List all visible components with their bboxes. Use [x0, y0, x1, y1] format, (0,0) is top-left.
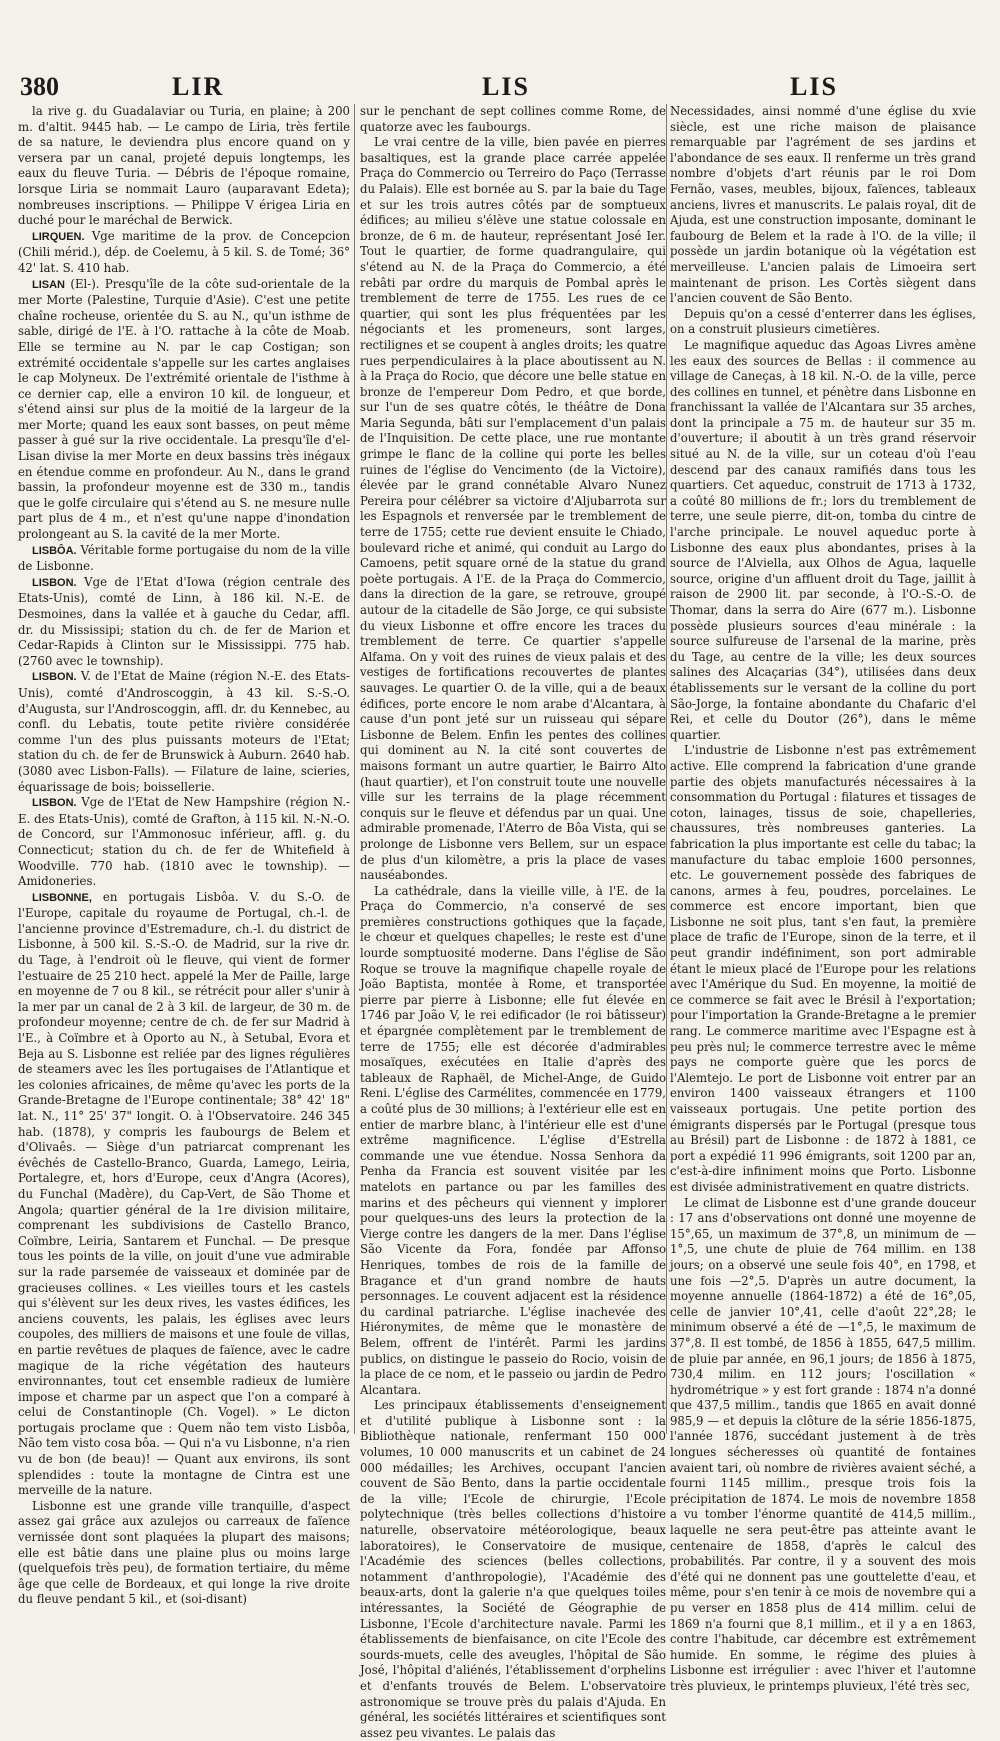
entry-text: Vge maritime de la prov. de Concepcion (Chili mérid.), dép. de Coelemu, à 5 kil. S. de Tomé; 36° 42' lat. S. 410 hab. — [18, 228, 350, 275]
paragraph — [670, 1196, 976, 1695]
entry-text: La cathédrale, dans la vieille ville, à l'E. de la Praça do Commercio, n'a conservé de ses premières constructions gothiques que la façade, le chœur et quelques chapelles; le reste est d'une lourde somptuosité moderne. Dans l'église de São Roque se trouve la magnifique chapelle royale de João Baptista, montée à Rome, et transportée pierre par pierre à Lisbonne; elle fut élevée en 1746 par João V, le rei edificador (le roi bâtisseur) et épargnée complètement par le tremblement de terre de 1755; elle est décorée d'admirables mosaïques, exécutées en Italie d'après des tableaux de Raphaël, de Michel-Ange, de Guido Reni. L'église des Carmélites, commencée en 1779, a coûté plus de 30 millions; à l'extérieur elle est en entier de marbre blanc, à l'intérieur elle est d'une extrême magnificence. L'église d'Estrella commande une vue étendue. Nossa Senhora da Penha da Francia est souvent visitée par les matelots en partance ou par les familles des marins et des pêcheurs qui viennent y implorer pour quelques-uns des leurs la protection de la Vierge contre les dangers de la mer. Dans l'église São Vicente da Fora, fondée par Affonso Henriques, tombes de rois de la famille de Bragance et d'un grand nombre de hauts personnages. Le couvent adjacent est la résidence du cardinal patriarche. L'église inachevée des Hiéronymites, de même que le monastère de Belem, offrent de l'intérêt. Parmi les jardins publics, on distingue le passeio do Rocio, voisin de la place de ce nom, et le passeio ou jardin de Pedro Alcantara. — [360, 883, 666, 1397]
paragraph — [360, 104, 666, 135]
entry-text: Le magnifique aqueduc das Agoas Livres amène les eaux des sources de Bellas : il commence au village de Caneças, à 18 kil. N.-O. de la ville, perce des collines en tunnel, et pénètre dans Lisbonne en franchissant la vallée de l'Alcantara sur 35 arches, dont la principale a 75 m. de hauteur sur 35 m. d'ouverture; il aboutit à un très grand réservoir situé au N. de la ville, sur un coteau d'où l'eau descend par des canaux ramifiés dans tous les quartiers. Cet aqueduc, construit de 1713 à 1732, a coûté 80 millions de fr.; lors du tremblement de terre, une seule pierre, dit-on, tomba du cintre de l'arche principale. Le nouvel aqueduc porte à Lisbonne des eaux plus abondantes, prises à la source de l'Alviella, aux Olhos de Agua, laquelle source, origine d'un affluent droit du Tage, jaillit à raison de 2900 lit. par seconde, à l'O.-S.-O. de Thomar, dans la serra do Aire (677 m.). Lisbonne possède plusieurs sources d'eau minérale : la source sulfureuse de l'arsenal de la marine, près du Tage, au centre de la ville; les deux sources salines des Alcaçarias (34°), utilisées dans deux établissements sur le versant de la colline du port São-Jorge, la fontaine abondante du Chafaric d'el Rei, et celle du Doutor (26°), dans le même quartier. — [670, 337, 976, 742]
running-headword-left: LIR — [172, 72, 225, 101]
entry-text: Les principaux établissements d'enseignement et d'utilité publique à Lisbonne sont : la Bibliothèque nationale, renfermant 150 000 volumes, 10 000 manuscrits et un cabinet de 24 000 médailles; les Archives, occupant l'ancien couvent de São Bento, dans la partie occidentale de la ville; l'Ecole de chirurgie, l'Ecole polytechnique (très belles collections d'histoire naturelle, observatoire météorologique, beaux laboratoires), le Conservatoire de musique, l'Académie des sciences (belles collections, notamment d'anthropologie), l'Académie des beaux-arts, dont la galerie n'a que quelques toiles intéressantes, la Société de Géographie de Lisbonne, l'Ecole d'architecture navale. Parmi les établissements de bienfaisance, on cite l'Ecole des sourds-muets, celle des aveugles, l'hôpital de São José, l'hôpital d'aliénés, l'établissement d'orphelins et d'enfants trouvés de Belem. L'observatoire astronomique se trouve près du palais d'Ajuda. En général, les sociétés littéraires et scientifiques sont assez peu vivantes. Le palais das — [360, 1398, 666, 1740]
paragraph — [360, 1398, 666, 1741]
entry-text: (El-). Presqu'île de la côte sud-orientale de la mer Morte (Palestine, Turquie d'Asie). C'est une petite chaîne rocheuse, orientée du S. au N., qu'un isthme de sable, dirigé de l'E. à l'O. rattache à la côte de Moab. Elle se termine au N. par le cap Costigan; son extrémité occidentale s'appelle sur les cartes anglaises le cap Molyneux. De l'extrémité orientale de l'isthme à ce dernier cap, elle a environ 10 kil. de longueur, et s'étend ainsi sur plus de la moitié de la largeur de la mer Morte; quand les eaux sont basses, on peut même passer à gué sur la rive occidentale. La presqu'île d'el-Lisan divise la mer Morte en deux bassins très inégaux en étendue comme en profondeur. Au N., dans le grand bassin, la profondeur moyenne est de 330 m., tandis que le golfe circulaire qui s'étend au S. ne mesure nulle part plus de 4 m., et n'est qu'une nappe d'inondation prolongeant au S. la cavité de la mer Morte. — [18, 276, 350, 542]
paragraph — [670, 307, 976, 338]
entry-text: Lisbonne est une grande ville tranquille, d'aspect assez gai grâce aux azulejos ou carreaux de faïence vernissée dont sont plaquées la plupart des maisons; elle est bâtie dans une plaine plus ou moins large (quelquefois très peu), de formation tertiaire, du même âge que celle de Bordeaux, et qui longe la rive droite du fleuve pendant 5 kil., et (soi-disant) — [18, 1498, 350, 1607]
text-column-1 — [18, 104, 350, 1607]
entry-text: Le climat de Lisbonne est d'une grande douceur : 17 ans d'observations ont donné une moyenne de 15°,65, un maximum de 37°,8, un minimum de —1°,5, une chute de pluie de 764 millim. en 138 jours; on a observé une seule fois 40°, en 1798, et une fois —2°,5. D'après un autre document, la moyenne annuelle (1864-1872) a été de 16°,05, celle de janvier 10°,41, celle d'août 22°,28; le minimum observé a été de —1°,5, le maximum de 37°,8. Il est tombé, de 1856 à 1855, 647,5 millim. de pluie par année, en 96,1 jours; de 1856 à 1875, 730,4 milim. en 112 jours; l'oscillation « hydrométrique » y est fort grande : 1874 n'a donné que 437,5 millim., tandis que 1865 en avait donné 985,9 — et depuis la clôture de la série 1856-1875, l'année 1876, succédant justement à de très longues sécheresses où quantité de fontaines avaient tari, où nombre de rivières avaient séché, a fourni 1145 millim., presque trois fois la précipitation de 1874. Le mois de novembre 1858 a vu tomber l'énorme quantité de 414,5 millim., laquelle ne sera peut-être pas atteinte avant le centenaire de 1858, d'après le calcul des probabilités. Par contre, il y a souvent des mois d'été qui ne donnent pas une gouttelette d'eau, et même, pour s'en tenir à ce mois de novembre qui a pu verser en 1858 plus de 414 millim. celui de 1869 n'a fourni que 8,1 millim., et il y a en 1863, contre l'habitude, car décembre est extrêmement humide. En somme, le régime des pluies à Lisbonne est irrégulier : avec l'hiver et l'automne très pluvieux, le printemps pluvieux, l'été très sec, — [670, 1195, 976, 1693]
text-column-3 — [670, 104, 976, 1693]
page-header — [0, 72, 1000, 108]
running-headword-right: LIS — [790, 72, 838, 101]
entry-headword: LISBÔA. — [32, 544, 77, 557]
dictionary-entry — [18, 575, 350, 670]
entry-text: Le vrai centre de la ville, bien pavée en pierres basaltiques, est la grande place carrée appelée Praça do Commercio ou Terreiro do Paço (Terrasse du Palais). Elle est bornée au S. par la baie du Tage et sur les trois autres côtés par de somptueux édifices; au milieu s'élève une statue colossale en bronze, de 6 m. de hauteur, représentant José Ier. Tout le quartier, de forme quadrangulaire, qui s'étend au N. de la Praça do Commercio, a été rebâti par ordre du marquis de Pombal après le tremblement de terre de 1755. Les rues de ce quartier, qui sont les plus fréquentées par les négociants et les promeneurs, sont larges, rectilignes et se coupent à angles droits; les quatre rues perpendiculaires à la place aboutissent au N. à la Praça do Rocio, que décore une belle statue en bronze de l'empereur Dom Pedro, et que borde, sur l'un de ses quatre côtés, le théâtre de Dona Maria Segunda, bâti sur l'emplacement d'un palais de l'Inquisition. De cette place, une rue montante grimpe le flanc de la colline qui porte les belles ruines de l'église do Vencimento (de la Victoire), élevée par le grand connétable Alvaro Nunez Pereira pour célébrer sa victoire d'Aljubarrota sur les Espagnols et renversée par le tremblement de terre de 1755; cette rue devient ensuite le Chiado, boulevard riche et animé, qui conduit au Largo do Camoens, petit square orné de la statue du grand poète portugais. A l'E. de la Praça do Commercio, dans la direction de la gare, se retrouve, groupé autour de la citadelle de São Jorge, ce qui subsiste du vieux Lisbonne et offre encore les traces du tremblement de terre. Ce quartier s'appelle Alfama. On y voit des ruines de vieux palais et des vestiges de fortifications recouvertes de plantes sauvages. Le quartier O. de la ville, qui a de beaux édifices, porte encore le nom arabe d'Alcantara, à cause d'un pont jeté sur un ruisseau qui sépare Lisbonne de Belem. Enfin les pentes des collines qui dominent au N. la cité sont couvertes de maisons formant un autre quartier, le Bairro Alto (haut quartier), et l'on construit toute une nouvelle ville sur les terrains de la plage récemment conquis sur le fleuve et défendus par un quai. Une admirable promenade, l'Aterro de Bôa Vista, qui se prolonge de Lisbonne vers Bellem, sur un espace de plus d'un kilomètre, a pris la place de vases nauséabondes. — [360, 135, 666, 883]
column-divider — [666, 104, 667, 1434]
entry-headword: LISBONNE, — [32, 891, 92, 904]
dictionary-entry — [18, 795, 350, 890]
entry-text: Vge de l'Etat de New Hampshire (région N.-E. des Etats-Unis), comté de Grafton, à 115 kil. N.-N.-O. de Concord, sur l'Ammonosuc inférieur, affl. g. du Connecticut; station du ch. de fer de Whitefield à Woodville. 770 hab. (1810 avec le township). — Amidoneries. — [18, 795, 350, 889]
dictionary-entry — [18, 890, 350, 1499]
paragraph — [670, 104, 976, 307]
running-headword-center: LIS — [482, 72, 530, 101]
entry-headword: LISBON. — [32, 797, 77, 810]
column-divider — [354, 104, 355, 1434]
entry-text: Depuis qu'on a cessé d'enterrer dans les églises, on a construit plusieurs cimetières. — [670, 306, 976, 337]
paragraph — [360, 135, 666, 884]
paragraph — [18, 104, 350, 229]
entry-text: en portugais Lisbôa. V. du S.-O. de l'Europe, capitale du royaume de Portugal, ch.-l. de l'ancienne province d'Estremadure, ch.-l. du district de Lisbonne, à 500 kil. S.-S.-O. de Madrid, sur la rive dr. du Tage, à l'endroit où le fleuve, qui vient de former l'estuaire de 25 210 hect. appelé la Mer de Paille, large en moyenne de 7 ou 8 kil., se rétrécit pour aller s'unir à la mer par un canal de 2 à 3 kil. de largeur, de 30 m. de profondeur moyenne; centre de ch. de fer sur Madrid à l'E., à Coïmbre et à Oporto au N., à Setubal, Evora et Beja au S. Lisbonne est reliée par des lignes régulières de steamers avec les îles portugaises de l'Atlantique et les colonies africaines, de même qu'avec les ports de la Grande-Bretagne de l'Europe continentale; 38° 42' 18" lat. N., 11° 25' 37" longit. O. à l'Observatoire. 246 345 hab. (1878), y compris les faubourgs de Belem et d'Olivaês. — Siège d'un patriarcat comprenant les évêchés de Castello-Branco, Guarda, Lamego, Leiria, Portalegre, et, hors d'Europe, ceux d'Angra (Acores), du Funchal (Madère), du Cap-Vert, de São Thome et Angola; quartier général de la 1re division militaire, comprenant les subdivisions de Castello Branco, Coïmbre, Leiria, Santarem et Funchal. — De presque tous les points de la ville, on jouit d'une vue admirable sur la rade parsemée de vaisseaux et dominée par de gracieuses collines. « Les vieilles tours et les castels qui s'élèvent sur les deux rives, les vastes édifices, les anciens couvents, les palais, les églises avec leurs coupoles, des milliers de maisons et une foule de villas, en partie revêtues de plaques de faïence, avec le cadre magique de la riche végétation des hauteurs environnantes, tout cet ensemble radieux de lumière impose et charme par un aspect que l'on a comparé à celui de Constantinople (Ch. Vogel). » Le dicton portugais proclame que : Quem não tem visto Lisbôa, Não tem visto cosa bôa. — Qui n'a vu Lisbonne, n'a rien vu de bon (de beau)! — Quant aux environs, ils sont splendides : toute la montagne de Cintra est une merveille de la nature. — [18, 889, 350, 1498]
paragraph — [670, 743, 976, 1195]
entry-headword: LISBON. — [32, 576, 77, 589]
paragraph — [360, 884, 666, 1399]
entry-text: la rive g. du Guadalaviar ou Turia, en plaine; à 200 m. d'altit. 9445 hab. — Le campo de Liria, très fertile de sa nature, le deviendra plus encore quand on y versera par un canal, projeté depuis longtemps, les eaux du fleuve Turia. — Débris de l'époque romaine, lorsque Liria se nommait Lauro (auparavant Edeta); nombreuses inscriptions. — Philippe V érigea Liria en duché pour le maréchal de Berwick. — [18, 104, 350, 228]
dictionary-entry — [18, 669, 350, 795]
entry-text: Necessidades, ainsi nommé d'une église du xvie siècle, est une riche maison de plaisance remarquable par l'agrément de ses jardins et l'abondance de ses eaux. Il renferme un très grand nombre d'objets d'art réunis par le roi Dom Fernão, vases, meubles, bijoux, faïences, tableaux anciens, livres et manuscrits. Le palais royal, dit de Ajuda, est une construction imposante, dominant le faubourg de Belem et la rade à l'O. de la ville; il possède un jardin botanique où la végétation est merveilleuse. L'ancien palais de Limoeira sert maintenant de prison. Les Cortès siègent dans l'ancien couvent de São Bento. — [670, 104, 976, 306]
paragraph — [670, 338, 976, 743]
entry-text: V. de l'Etat de Maine (région N.-E. des Etats-Unis), comté d'Androscoggin, à 43 kil. S.-S.-O. d'Augusta, sur l'Androscoggin, affl. dr. du Kennebec, au confl. du Lebatis, toute petite rivière considérée comme l'un des plus puissants moteurs de l'Etat; station du ch. de fer de Brunswick à Auburn. 2640 hab. (3080 avec Lisbon-Falls). — Filature de laine, scieries, équarissage de bois; boissellerie. — [18, 669, 350, 794]
text-column-2 — [360, 104, 666, 1740]
entry-text: L'industrie de Lisbonne n'est pas extrêmement active. Elle comprend la fabrication d'une grande partie des objets manufacturés nécessaires à la consommation du Portugal : filatures et tissages de coton, lainages, tissus de soie, chapelleries, chaussures, très nombreuses ganteries. La fabrication la plus importante est celle du tabac; la manufacture du tabac emploie 1600 personnes, etc. Le gouvernement possède des fabriques de canons, armes à feu, poudres, porcelaines. Le commerce est encore important, bien que Lisbonne ne soit plus, tant s'en faut, la première place de trafic de l'Europe, sinon de la terre, et il peut grandir indéfiniment, son port admirable étant le mieux placé de l'Europe pour les relations avec l'Amérique du Sud. En moyenne, la moitié de ce commerce se fait avec le Brésil à l'exportation; pour l'importation la Grande-Bretagne a le premier rang. Le commerce maritime avec l'Espagne est à peu près nul; le commerce terrestre avec le même pays ne comporte guère que les porcs de l'Alemtejo. Le port de Lisbonne voit entrer par an environ 1400 vaisseaux étrangers et 1100 vaisseaux portugais. Une petite portion des émigrants dispersés par le Portugal (presque tous au Brésil) part de Lisbonne : de 1872 à 1881, ce port a expédié 11 996 émigrants, soit 1200 par an, c'est-à-dire infiniment moins que Porto. Lisbonne est divisée administrativement en quatre districts. — [670, 743, 976, 1194]
dictionary-entry — [18, 277, 350, 543]
dictionary-entry — [18, 543, 350, 575]
entry-headword: LISBON. — [32, 671, 77, 684]
entry-headword: LIRQUEN. — [32, 230, 85, 243]
entry-text: Véritable forme portugaise du nom de la ville de Lisbonne. — [18, 542, 350, 574]
page-number: 380 — [20, 72, 59, 101]
entry-text: sur le penchant de sept collines comme Rome, de quatorze avec les faubourgs. — [360, 104, 666, 134]
entry-text: Vge de l'Etat d'Iowa (région centrale des Etats-Unis), comté de Linn, à 186 kil. N.-E. de Desmoines, dans la vallée et à gauche du Cedar, affl. dr. du Mississipi; station du ch. de fer de Marion et Cedar-Rapids à Clinton sur le Mississippi. 775 hab. (2760 avec le township). — [18, 574, 350, 668]
entry-headword: LISAN — [32, 278, 65, 291]
paragraph — [18, 1499, 350, 1608]
dictionary-entry — [18, 229, 350, 277]
